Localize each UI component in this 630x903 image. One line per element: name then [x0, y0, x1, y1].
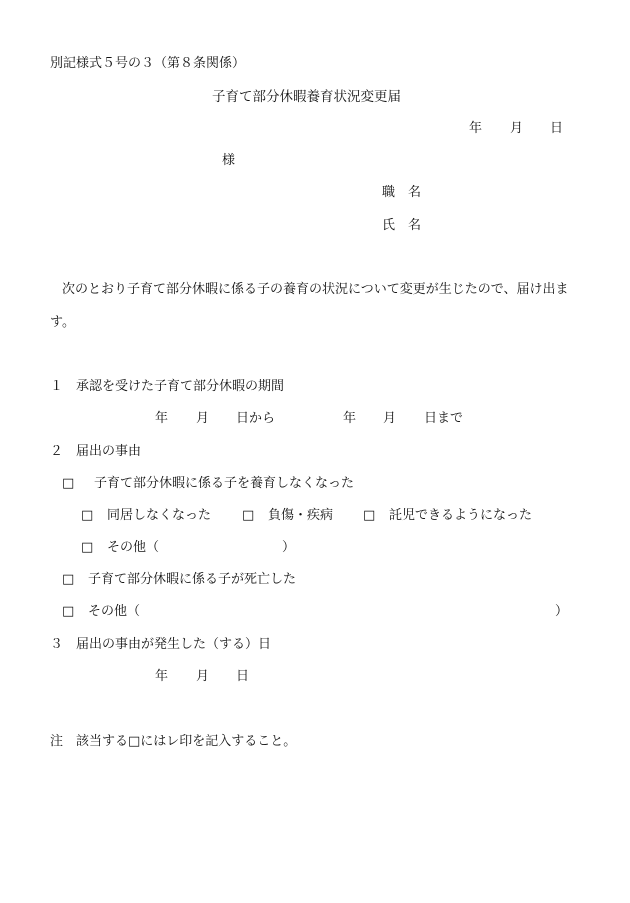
section3-heading: ３ 届出の事由が発生した（する）日	[50, 637, 272, 652]
checkbox-reason-other[interactable]: □	[62, 604, 75, 619]
date-month-label: 月	[510, 121, 524, 136]
form-number: 別記様式５号の３（第８条関係）	[50, 56, 246, 71]
date-year-label: 年	[469, 121, 483, 136]
reason-no-longer-raising-label: 子育て部分休暇に係る子を養育しなくなった	[94, 476, 355, 491]
section2-heading: ２ 届出の事由	[50, 444, 142, 459]
period-from-year: 年	[155, 411, 169, 426]
checkbox-not-living-together[interactable]: □	[81, 508, 94, 523]
occurrence-day: 日	[236, 669, 250, 684]
position-label: 職 名	[382, 185, 422, 200]
period-to-day: 日まで	[424, 411, 464, 426]
occurrence-year: 年	[155, 669, 169, 684]
section1-heading: １ 承認を受けた子育て部分休暇の期間	[50, 379, 285, 394]
period-from-day: 日から	[236, 411, 276, 426]
period-to-month: 月	[383, 411, 397, 426]
not-living-together-label: 同居しなくなった	[107, 508, 212, 523]
checkbox-reason-no-longer-raising[interactable]: □	[62, 476, 75, 491]
checkbox-childcare-available[interactable]: □	[363, 508, 376, 523]
checkbox-reason-child-died[interactable]: □	[62, 572, 75, 587]
reason-child-died-label: 子育て部分休暇に係る子が死亡した	[88, 572, 297, 587]
sub-other-close-paren: ）	[282, 540, 296, 555]
occurrence-month: 月	[196, 669, 210, 684]
reason-other-close-paren: ）	[555, 604, 569, 619]
period-from-month: 月	[196, 411, 210, 426]
name-label: 氏 名	[382, 218, 422, 233]
period-to-year: 年	[343, 411, 357, 426]
childcare-available-label: 託児できるようになった	[389, 508, 533, 523]
intro-line-1: 次のとおり子育て部分休暇に係る子の養育の状況について変更が生じたので、届け出ま	[62, 282, 569, 297]
addressee-suffix: 様	[222, 153, 236, 168]
footnote: 注 該当する□にはレ印を記入すること。	[50, 734, 297, 749]
date-day-label: 日	[550, 121, 564, 136]
sub-other-label: その他（	[107, 540, 160, 555]
intro-line-2: す。	[50, 315, 75, 330]
checkbox-sub-other[interactable]: □	[81, 540, 94, 555]
checkbox-injury-illness[interactable]: □	[242, 508, 255, 523]
injury-illness-label: 負傷・疾病	[268, 508, 334, 523]
reason-other-label: その他（	[88, 604, 141, 619]
page-title: 子育て部分休暇養育状況変更届	[212, 89, 401, 105]
